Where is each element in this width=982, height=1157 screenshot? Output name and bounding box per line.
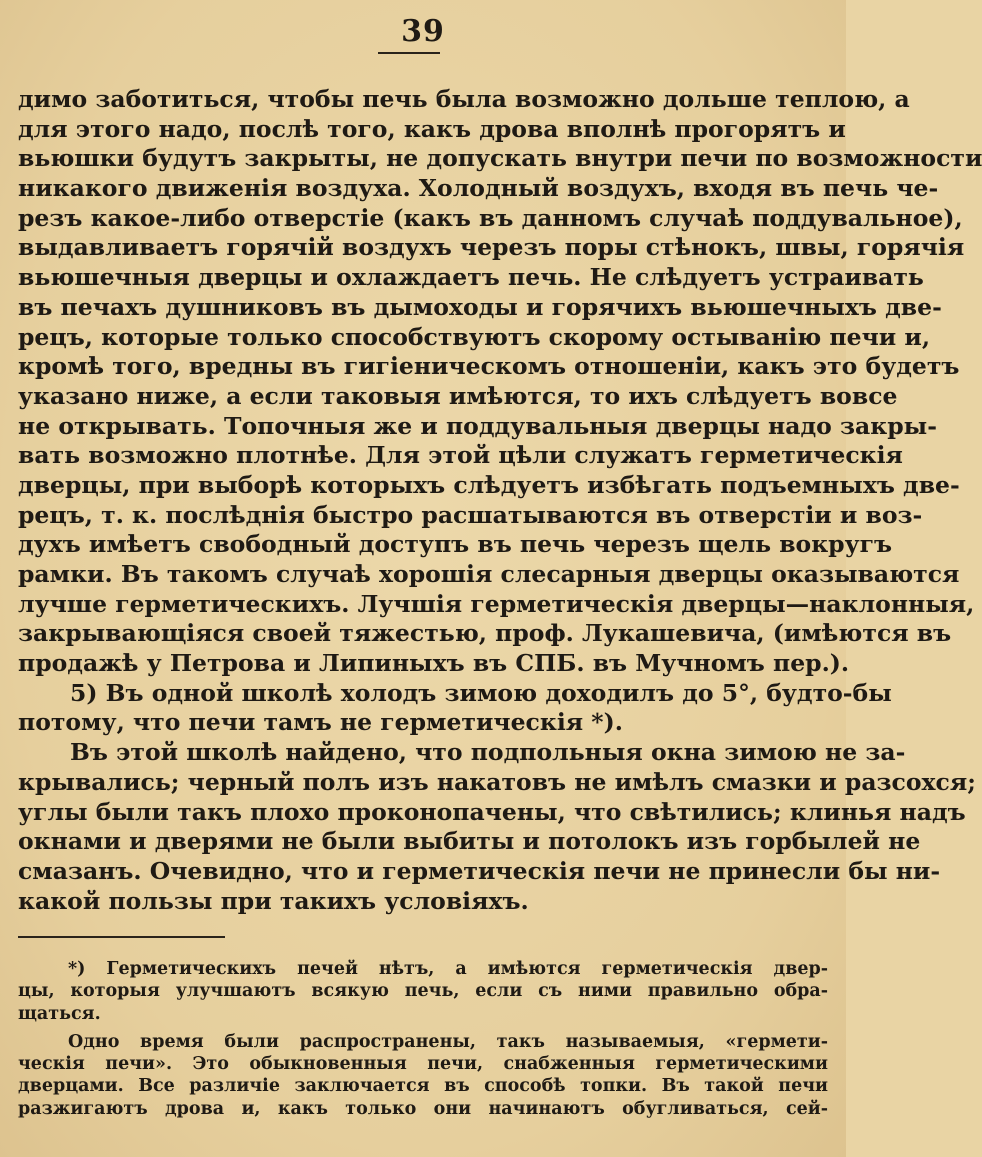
page-number: 39 bbox=[401, 14, 445, 49]
footnote-line: дверцами. Все различіе заключается въ способѣ топки. Въ такой печи bbox=[18, 1076, 828, 1097]
main-text bbox=[18, 85, 982, 916]
text-line: духъ имѣетъ свободный доступъ въ печь черезъ щель вокругъ bbox=[18, 530, 893, 559]
text-line: вать возможно плотнѣе. Для этой цѣли служатъ герметическія bbox=[18, 441, 903, 470]
text-line: 5) Въ одной школѣ холодъ зимою доходилъ до 5°, будто-бы bbox=[70, 678, 892, 707]
footnote-line: *) Герметическихъ печей нѣтъ, а имѣются герметическія двер- bbox=[68, 959, 828, 979]
footnote-line: Одно время были распространены, такъ называемыя, «гермети- bbox=[68, 1031, 828, 1052]
footnote-line: ческія печи». Это обыкновенныя печи, снабженныя герметическими bbox=[18, 1054, 828, 1075]
text-line: рецъ, т. к. послѣднія быстро расшатываются въ отверстіи и воз- bbox=[18, 500, 923, 529]
text-line: рецъ, которые только способствуютъ скорому остыванію печи и, bbox=[18, 322, 931, 351]
text-line: резъ какое-либо отверстіе (какъ въ данномъ случаѣ поддувальное), bbox=[18, 203, 963, 232]
footnote-separator bbox=[18, 936, 225, 938]
text-line: никакого движенія воздуха. Холодный воздухъ, входя въ печь че- bbox=[18, 174, 939, 203]
text-line: въ печахъ душниковъ въ дымоходы и горячихъ вьюшечныхъ две- bbox=[18, 292, 942, 321]
text-line: дверцы, при выборѣ которыхъ слѣдуетъ избѣгать подъемныхъ две- bbox=[18, 470, 960, 499]
text-line: для этого надо, послѣ того, какъ дрова вполнѣ прогорятъ и bbox=[18, 114, 846, 143]
page-number-underline bbox=[378, 52, 440, 54]
text-line: какой пользы при такихъ условіяхъ. bbox=[18, 886, 529, 915]
text-line: не открывать. Топочныя же и поддувальныя дверцы надо закры- bbox=[18, 411, 937, 440]
text-line: вьюшки будутъ закрыты, не допускать внутри печи по возможности bbox=[18, 144, 982, 173]
footnotes bbox=[18, 958, 828, 1120]
text-line: рамки. Въ такомъ случаѣ хорошія слесарныя дверцы оказываются bbox=[18, 560, 960, 588]
text-line: крывались; черный полъ изъ накатовъ не имѣлъ смазки и разсохся; bbox=[18, 767, 976, 796]
text-line: димо заботиться, чтобы печь была возможно дольше теплою, а bbox=[18, 85, 910, 113]
text-line: закрывающіяся своей тяжестью, проф. Лукашевича, (имѣются въ bbox=[18, 619, 952, 648]
footnote-line: разжигаютъ дрова и, какъ только они начинаютъ обугливаться, сей- bbox=[18, 1098, 828, 1119]
footnote-line: щаться. bbox=[18, 1003, 101, 1024]
text-line: продажѣ у Петрова и Липиныхъ въ СПБ. въ Мучномъ пер.). bbox=[18, 649, 850, 678]
text-line: лучше герметическихъ. Лучшія герметическія дверцы—наклонныя, bbox=[18, 589, 975, 618]
text-line: Въ этой школѣ найдено, что подпольныя окна зимою не за- bbox=[70, 738, 906, 767]
text-line: выдавливаетъ горячій воздухъ черезъ поры стѣнокъ, швы, горячія bbox=[18, 233, 965, 262]
text-line: смазанъ. Очевидно, что и герметическія печи не принесли бы ни- bbox=[18, 856, 941, 885]
text-line: кромѣ того, вредны въ гигіеническомъ отношеніи, какъ это будетъ bbox=[18, 352, 960, 381]
text-line: потому, что печи тамъ не герметическія *). bbox=[18, 708, 623, 737]
text-line: окнами и дверями не были выбиты и потолокъ изъ горбылей не bbox=[18, 827, 921, 856]
text-line: вьюшечныя дверцы и охлаждаетъ печь. Не слѣдуетъ устраивать bbox=[18, 263, 924, 292]
text-line: углы были такъ плохо проконопачены, что свѣтились; клинья надъ bbox=[18, 797, 966, 826]
footnote-line: цы, которыя улучшаютъ всякую печь, если съ ними правильно обра- bbox=[18, 981, 828, 1002]
text-line: указано ниже, а если таковыя имѣются, то ихъ слѣдуетъ вовсе bbox=[18, 381, 898, 410]
